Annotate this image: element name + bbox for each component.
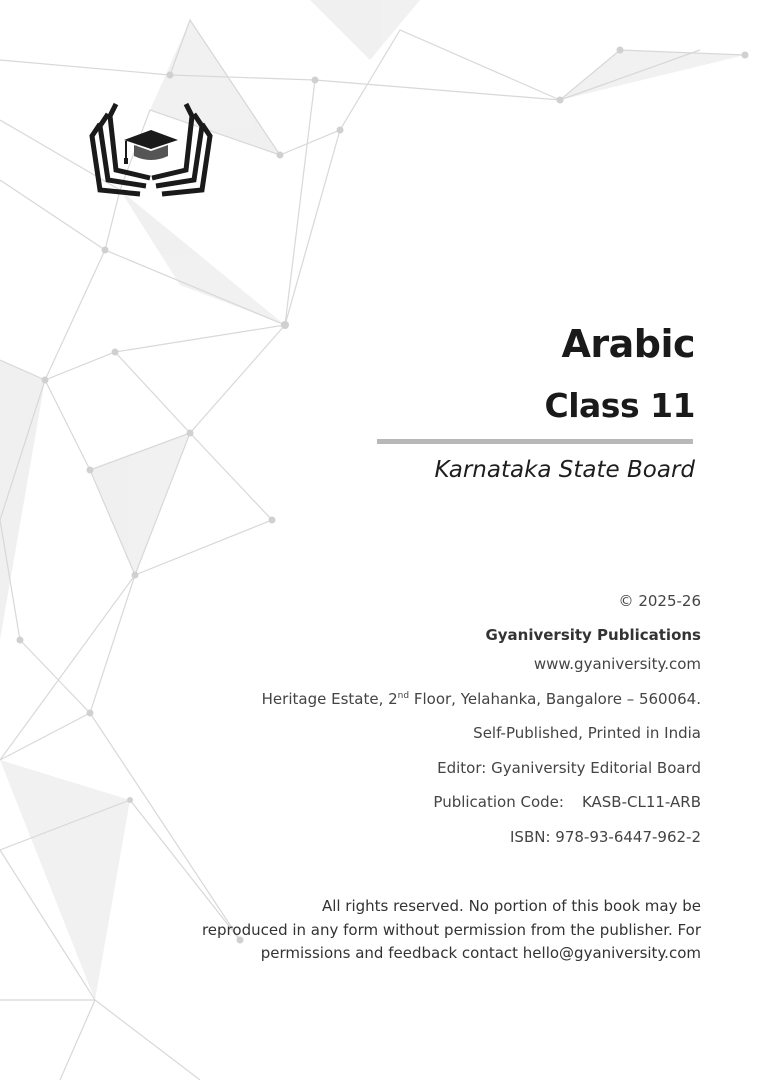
publication-code-label: Publication Code:	[433, 793, 564, 811]
address-ordinal-suffix: nd	[397, 691, 410, 701]
publisher-address	[262, 690, 701, 708]
address-start: Heritage Estate, 2	[261, 690, 398, 708]
rights-line-2: reproduced in any form without permission from the publisher. For	[201, 920, 701, 939]
class-label: Class 11	[544, 386, 695, 425]
open-book-graduation-cap-icon	[86, 96, 216, 200]
book-title: Arabic	[561, 322, 695, 366]
title-divider	[377, 439, 693, 444]
address-end: Floor, Yelahanka, Bangalore – 560064.	[409, 690, 701, 708]
rights-line-3: permissions and feedback contact hello@gyaniversity.com	[260, 944, 701, 962]
rights-notice	[101, 895, 701, 966]
copyright-year: © 2025-26	[618, 592, 701, 610]
board-name: Karnataka State Board	[434, 457, 695, 483]
editor-info: Editor: Gyaniversity Editorial Board	[437, 759, 701, 777]
isbn: ISBN: 978-93-6447-962-2	[510, 828, 701, 846]
publisher-name: Gyaniversity Publications	[485, 626, 701, 644]
publication-code	[433, 793, 701, 811]
printing-info: Self-Published, Printed in India	[473, 724, 701, 742]
rights-line-1: All rights reserved. No portion of this book may be	[321, 897, 701, 915]
publisher-website: www.gyaniversity.com	[533, 655, 701, 673]
publication-code-value: KASB-CL11-ARB	[581, 793, 701, 811]
